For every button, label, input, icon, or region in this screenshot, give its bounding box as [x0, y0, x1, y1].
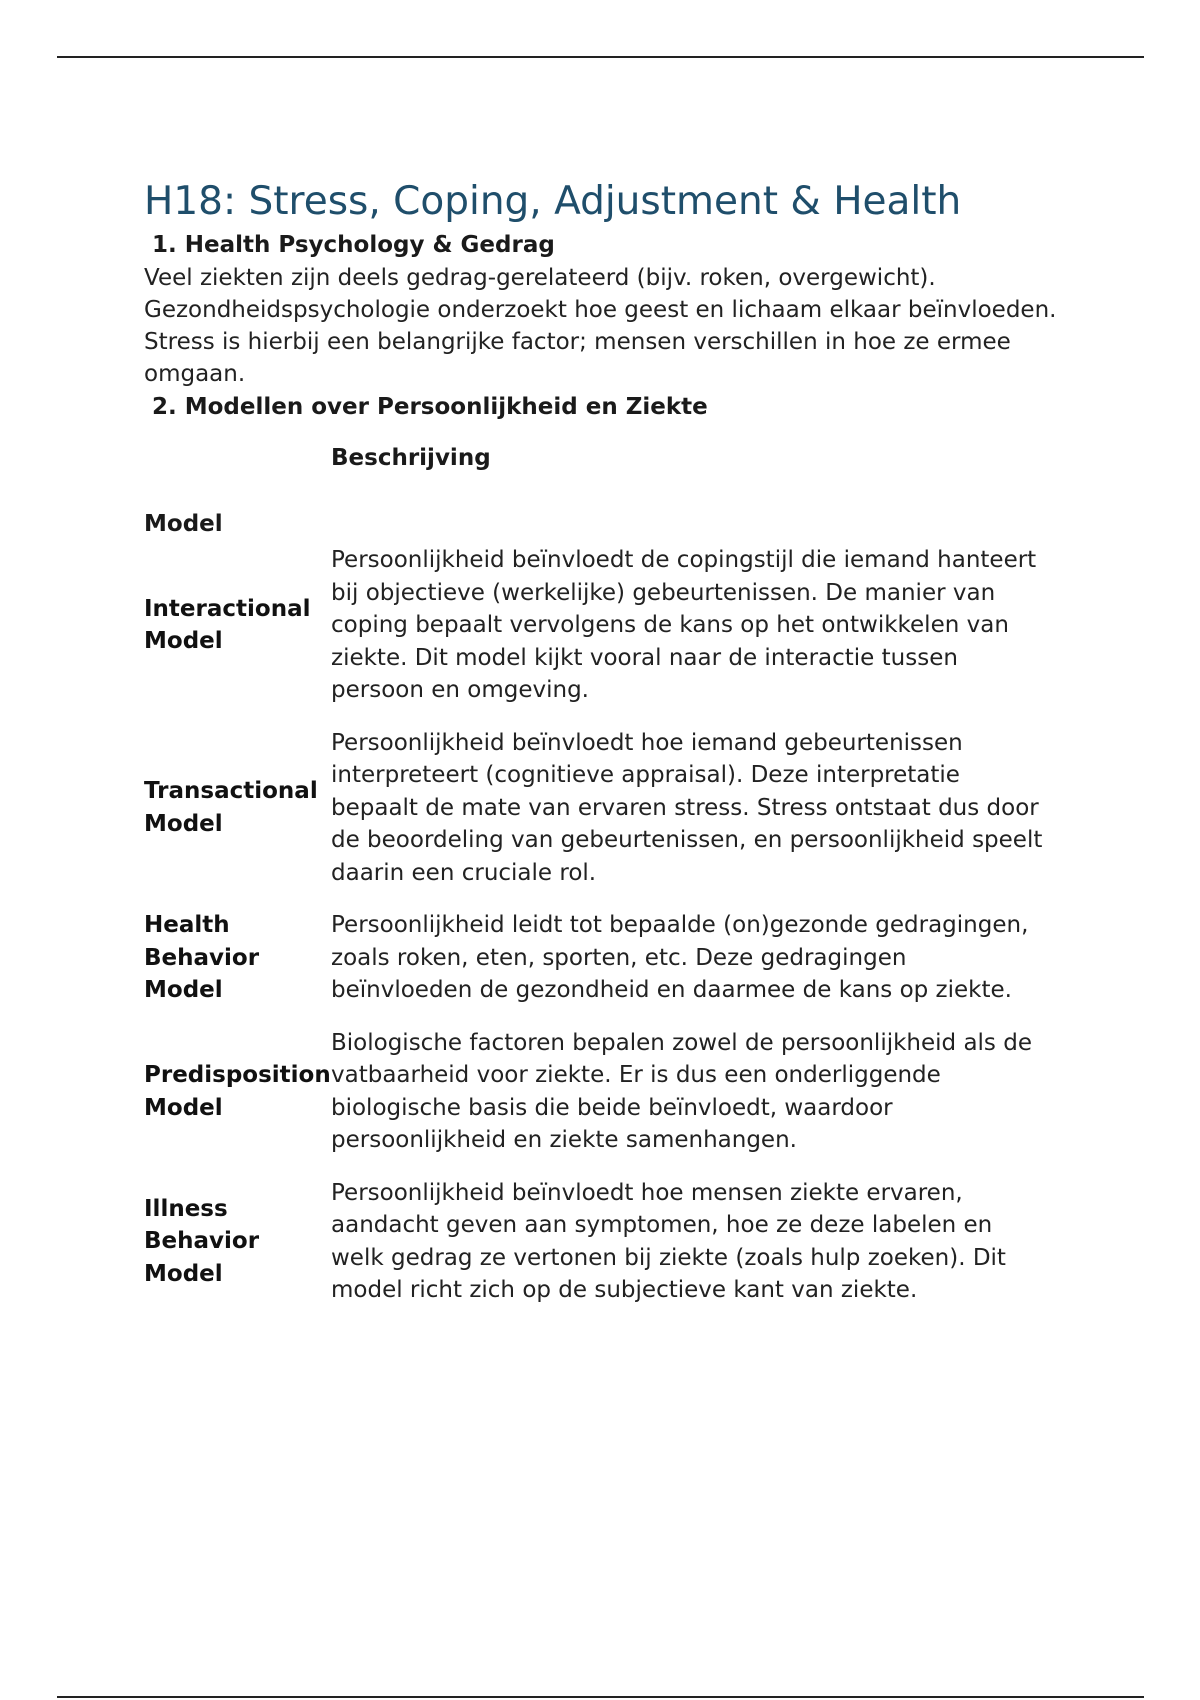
document-body [144, 176, 1064, 1327]
models-table [144, 442, 1044, 1327]
page-title: H18: Stress, Coping, Adjustment & Health [144, 179, 962, 224]
model-name-cell: Health Behavior Model [144, 912, 260, 1003]
paragraph: Stress is hierbij een belangrijke factor; mensen verschillen in hoe ze ermee omgaan. [144, 329, 1011, 387]
model-description-cell: Biologische factoren bepalen zowel de persoonlijkheid als de vatbaarheid voor ziekte. Er is dus een onderliggende biologische basis die beide beïnvloedt, waardoor persoonlijkheid en ziekte samenhangen. [331, 1029, 1032, 1153]
table-row [144, 542, 1044, 727]
column-header-model: Model [144, 510, 223, 537]
table-row [144, 909, 1044, 1027]
model-description-cell: Persoonlijkheid beïnvloedt hoe iemand gebeurtenissen interpreteert (cognitieve appraisal). Deze interpretatie bepaalt de mate van ervaren stress. Stress ontstaat dus door de beoordeling van gebeurtenissen, en persoonlijkheid speelt daarin een cruciale rol. [331, 729, 1043, 886]
section-heading-health-psychology: 1. Health Psychology & Gedrag [152, 232, 555, 258]
model-name-cell: Illness Behavior Model [144, 1195, 260, 1287]
paragraph: Gezondheidspsychologie onderzoekt hoe geest en lichaam elkaar beïnvloeden. [144, 297, 1057, 323]
model-name-cell: Transactional Model [144, 778, 318, 837]
bottom-horizontal-rule [57, 1696, 1144, 1698]
model-description-cell: Persoonlijkheid leidt tot bepaalde (on)gezonde gedragingen, zoals roken, eten, sporten, etc. Deze gedragingen beïnvloeden de gezondheid en daarmee de kans op ziekte. [331, 912, 1029, 1003]
model-description-cell: Persoonlijkheid beïnvloedt hoe mensen ziekte ervaren, aandacht geven aan symptomen, hoe ze deze labelen en welk gedrag ze vertonen bij ziekte (zoals hulp zoeken). Dit model richt zich op de subjectieve kant van ziekte. [331, 1179, 1006, 1303]
table-row [144, 1177, 1044, 1327]
model-description-cell: Persoonlijkheid beïnvloedt de copingstijl die iemand hanteert bij objectieve (werkelijke) gebeurtenissen. De manier van coping bepaalt vervolgens de kans op het ontwikkelen van ziekte. Dit model kijkt vooral naar de interactie tussen persoon en omgeving. [331, 547, 1037, 703]
table-row [144, 727, 1044, 910]
model-name-cell: Predisposition Model [144, 1062, 331, 1121]
paragraph: Veel ziekten zijn deels gedrag-gerelateerd (bijv. roken, overgewicht). [144, 265, 936, 291]
table-header-row [144, 442, 1044, 542]
table-row [144, 1027, 1044, 1177]
top-horizontal-rule [57, 56, 1144, 58]
section-heading-models: 2. Modellen over Persoonlijkheid en Ziekte [152, 394, 708, 420]
column-header-description: Beschrijving [331, 445, 491, 471]
model-name-cell: Interactional Model [144, 595, 311, 655]
